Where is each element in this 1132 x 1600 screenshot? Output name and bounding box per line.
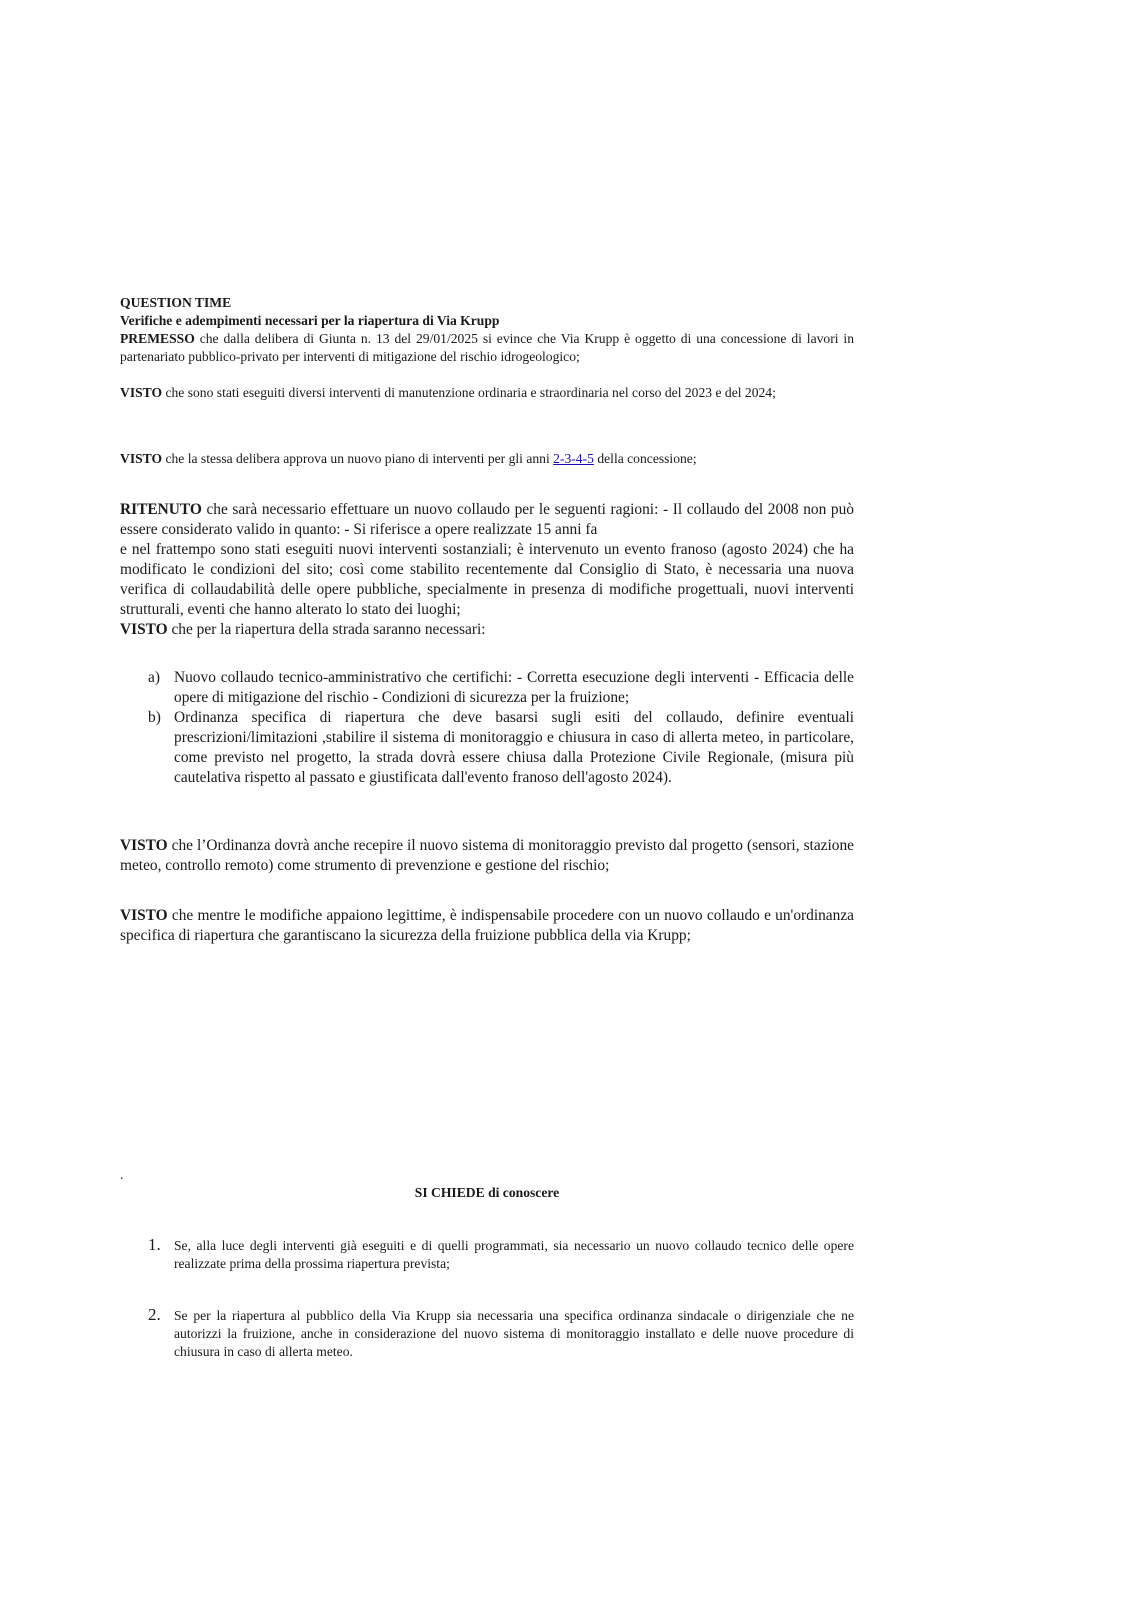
visto-text: che per la riapertura della strada saranno necessari: xyxy=(167,621,486,638)
list-marker: 1. xyxy=(148,1235,161,1254)
list-marker: b) xyxy=(148,709,161,726)
ritenuto-text: che sarà necessario effettuare un nuovo collaudo per le seguenti ragioni: - Il collaudo del 2008 non può essere considerato valido in quanto: - Si riferisce a opere realizzate 15 anni fa xyxy=(120,501,854,538)
premesso-text: che dalla delibera di Giunta n. 13 del 29/01/2025 si evince che Via Krupp è oggetto di una concessione di lavori in partenariato pubblico-privato per interventi di mitigazione del rischio idrogeologico; xyxy=(120,331,854,364)
ritenuto-text-continued: e nel frattempo sono stati eseguiti nuovi interventi sostanziali; è intervenuto un evento franoso (agosto 2024) che ha modificato le condizioni del sito; così come stabilito recentemente dal Consiglio di Stato, è necessaria una nuova verifica di collaudabilità delle opere pubbliche, specialmente in presenza di modifiche progettuali, nuovi interventi strutturali, eventi che hanno alterato lo stato dei luoghi; xyxy=(120,541,854,618)
document-page xyxy=(120,0,854,1600)
question-item-2 xyxy=(148,1306,854,1361)
si-chiede-heading: SI CHIEDE di conoscere xyxy=(414,1185,560,1200)
years-link[interactable]: 2-3-4-5 xyxy=(553,451,594,466)
visto-keyword: VISTO xyxy=(120,907,168,924)
ritenuto-keyword: RITENUTO xyxy=(120,501,202,518)
stray-dot: . xyxy=(120,1167,124,1182)
visto-text: che la stessa delibera approva un nuovo piano di interventi per gli anni xyxy=(162,451,554,466)
visto-paragraph-5 xyxy=(120,906,854,946)
premesso-keyword: PREMESSO xyxy=(120,331,195,346)
list-item-text: Nuovo collaudo tecnico-amministrativo che certifichi: - Corretta esecuzione degli interventi - Efficacia delle opere di mitigazione del rischio - Condizioni di sicurezza per la fruizione; xyxy=(174,669,854,706)
visto-paragraph-2 xyxy=(120,450,854,468)
list-item-b xyxy=(148,708,854,788)
document-title: QUESTION TIME xyxy=(120,295,232,310)
visto-text: che mentre le modifiche appaiono legittime, è indispensabile procedere con un nuovo collaudo e un'ordinanza specifica di riapertura che garantiscano la sicurezza della fruizione pubblica della via Krupp; xyxy=(120,907,854,944)
question-text: Se, alla luce degli interventi già eseguiti e di quelli programmati, sia necessario un nuovo collaudo tecnico delle opere realizzate prima della prossima riapertura prevista; xyxy=(174,1238,854,1271)
premesso-paragraph xyxy=(120,330,854,366)
visto-keyword: VISTO xyxy=(120,837,168,854)
visto-keyword: VISTO xyxy=(120,621,168,638)
list-marker: 2. xyxy=(148,1305,161,1324)
visto-paragraph-1 xyxy=(120,384,854,402)
visto-text: che sono stati eseguiti diversi interventi di manutenzione ordinaria e straordinaria nel corso del 2023 e del 2024; xyxy=(162,385,776,400)
visto-paragraph-4 xyxy=(120,836,854,876)
visto-keyword: VISTO xyxy=(120,451,163,466)
question-text: Se per la riapertura al pubblico della Via Krupp sia necessaria una specifica ordinanza sindacale o dirigenziale che ne autorizzi la fruizione, anche in considerazione del nuovo sistema di monitoraggio installato e delle nuove procedure di chiusura in caso di allerta meteo. xyxy=(174,1308,854,1359)
list-item-a xyxy=(148,668,854,708)
ritenuto-paragraph xyxy=(120,500,854,640)
header-block xyxy=(120,294,854,330)
list-marker: a) xyxy=(148,669,160,686)
visto-text: che l’Ordinanza dovrà anche recepire il nuovo sistema di monitoraggio previsto dal progetto (sensori, stazione meteo, controllo remoto) come strumento di prevenzione e gestione del rischio; xyxy=(120,837,854,874)
question-item-1 xyxy=(148,1236,854,1273)
visto-keyword: VISTO xyxy=(120,385,163,400)
document-subtitle: Verifiche e adempimenti necessari per la riapertura di Via Krupp xyxy=(120,313,500,328)
list-item-text: Ordinanza specifica di riapertura che deve basarsi sugli esiti del collaudo, definire eventuali prescrizioni/limitazioni ,stabilire il sistema di monitoraggio e chiusura in caso di allerta meteo, in particolare, come previsto nel progetto, la strada dovrà essere chiusa dalla Protezione Civile Regionale, (misura più cautelativa rispetto al passato e giustificata dall'evento franoso dell'agosto 2024). xyxy=(174,709,854,786)
visto-text: della concessione; xyxy=(593,451,697,466)
